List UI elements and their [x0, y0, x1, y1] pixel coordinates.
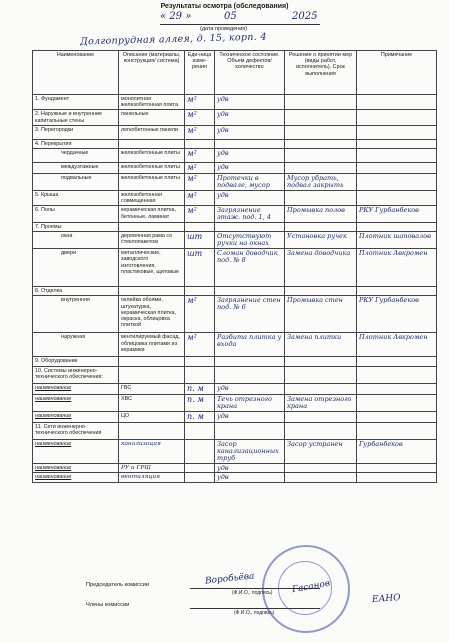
- cell-desc: металлические, заводского изготовления, пластиковые, щитовые: [119, 249, 185, 287]
- cell-note: [357, 366, 437, 383]
- cell-unit: [185, 287, 215, 296]
- cell-desc: керамическая плитка, бетонные, ламинат: [119, 206, 185, 223]
- table-row: [33, 163, 437, 174]
- col-header-note: Примечание: [357, 51, 437, 95]
- chair-label: Председатель комиссии: [86, 582, 150, 588]
- cell-state: удв: [215, 149, 285, 163]
- cell-unit: м²: [185, 206, 215, 223]
- cell-unit: м²: [185, 174, 215, 191]
- chair-caption: (Ф.И.О., подпись): [232, 590, 273, 596]
- cell-state: Течь отрезного крана: [215, 395, 285, 412]
- cell-desc: [119, 357, 185, 366]
- cell-desc: оклейка обоями, штукатурка, керамическая плитка, окраска, облицовка плиткой: [119, 296, 185, 333]
- table-row: [33, 423, 437, 440]
- cell-decision: [285, 357, 357, 366]
- cell-decision: [285, 463, 357, 473]
- cell-name: 5. Крыша: [33, 191, 119, 206]
- cell-note: [357, 411, 437, 422]
- cell-note: [357, 473, 437, 483]
- cell-note: [357, 139, 437, 148]
- cell-decision: [285, 110, 357, 125]
- cell-decision: Промывка стен: [285, 296, 357, 333]
- cell-decision: [285, 287, 357, 296]
- cell-decision: [285, 139, 357, 148]
- inspection-date-row: [150, 13, 320, 25]
- cell-note: Плотник Авкромен: [357, 249, 437, 287]
- cell-state: Протечки в подвале, мусор: [215, 174, 285, 191]
- cell-name: наименование: [33, 411, 119, 422]
- cell-unit: м²: [185, 163, 215, 174]
- cell-desc: железобетонная совмещенная: [119, 191, 185, 206]
- cell-unit: м²: [185, 95, 215, 110]
- cell-unit: [185, 366, 215, 383]
- cell-note: [357, 223, 437, 232]
- cell-decision: Замена плитки: [285, 333, 357, 357]
- table-row: [33, 191, 437, 206]
- cell-note: РКУ Гурбанбеков: [357, 296, 437, 333]
- cell-note: Плотник шаповалов: [357, 232, 437, 249]
- cell-name: 4. Перекрытия: [33, 139, 119, 148]
- cell-unit: п. м: [185, 411, 215, 422]
- cell-unit: [185, 357, 215, 366]
- cell-unit: п. м: [185, 395, 215, 412]
- cell-decision: [285, 223, 357, 232]
- cell-name: 6. Полы: [33, 206, 119, 223]
- cell-name: 3. Перегородки: [33, 125, 119, 139]
- cell-state: Засор канализационных труб: [215, 440, 285, 463]
- cell-decision: Замена отрезного крана: [285, 395, 357, 412]
- cell-desc: [119, 287, 185, 296]
- cell-name: наименование: [33, 383, 119, 394]
- cell-note: [357, 95, 437, 110]
- table-row: [33, 249, 437, 287]
- cell-state: [215, 423, 285, 440]
- cell-note: [357, 125, 437, 139]
- cell-desc: железобетонные плиты: [119, 174, 185, 191]
- cell-unit: [185, 423, 215, 440]
- cell-name: наименование: [33, 440, 119, 463]
- cell-decision: [285, 125, 357, 139]
- cell-decision: Засор устранен: [285, 440, 357, 463]
- building-address: Долгопрудная аллея, д. 15, корп. 4: [79, 31, 267, 48]
- cell-name: подвальные: [33, 174, 119, 191]
- cell-decision: [285, 163, 357, 174]
- cell-name: 7. Проемы: [33, 223, 119, 232]
- cell-name: наименование: [33, 473, 119, 483]
- cell-state: [215, 366, 285, 383]
- cell-desc: канализация: [119, 440, 185, 463]
- cell-note: Гурбанбеков: [357, 440, 437, 463]
- cell-unit: м²: [185, 149, 215, 163]
- table-row: [33, 296, 437, 333]
- cell-name: 9. Оборудование: [33, 357, 119, 366]
- cell-unit: [185, 463, 215, 473]
- cell-name: 8. Отделка: [33, 287, 119, 296]
- cell-state: удв: [215, 95, 285, 110]
- cell-state: [215, 223, 285, 232]
- table-row: [33, 473, 437, 483]
- table-row: [33, 149, 437, 163]
- cell-unit: шт: [185, 249, 215, 287]
- cell-state: удв: [215, 191, 285, 206]
- cell-decision: [285, 95, 357, 110]
- cell-note: [357, 191, 437, 206]
- cell-state: удв: [215, 110, 285, 125]
- col-header-name: Наименование: [33, 51, 119, 95]
- cell-state: Разбита плитка у входа: [215, 333, 285, 357]
- cell-note: [357, 149, 437, 163]
- cell-decision: Установка ручек: [285, 232, 357, 249]
- table-row: [33, 287, 437, 296]
- table-row: [33, 411, 437, 422]
- member1-signature: Гасанов: [291, 578, 331, 596]
- cell-decision: [285, 411, 357, 422]
- cell-state: Загрязнение стен под. № 6: [215, 296, 285, 333]
- cell-note: [357, 423, 437, 440]
- cell-note: Плотник Авкромен: [357, 333, 437, 357]
- cell-state: удв: [215, 411, 285, 422]
- cell-state: [215, 357, 285, 366]
- cell-desc: панельные: [119, 110, 185, 125]
- table-row: [33, 139, 437, 148]
- cell-state: [215, 139, 285, 148]
- cell-desc: монолитная железобетонная плита: [119, 95, 185, 110]
- cell-note: [357, 357, 437, 366]
- cell-desc: ГВС: [119, 383, 185, 394]
- date-day: « 29 »: [160, 11, 192, 22]
- cell-decision: [285, 383, 357, 394]
- cell-name: наименование: [33, 463, 119, 473]
- cell-state: удв: [215, 473, 285, 483]
- cell-note: [357, 287, 437, 296]
- col-header-decision: Решение о принятии мер (виды работ, исполнитель). Срок выполнения: [285, 51, 357, 95]
- col-header-description: Описание (материалы, конструкция/ система): [119, 51, 185, 95]
- cell-note: РКУ Гурбанбеков: [357, 206, 437, 223]
- cell-desc: ХВС: [119, 395, 185, 412]
- table-row: [33, 95, 437, 110]
- cell-name: 11. Сети инженерно-технического обеспечения: [33, 423, 119, 440]
- cell-unit: м²: [185, 296, 215, 333]
- cell-note: [357, 110, 437, 125]
- cell-name: чердачные: [33, 149, 119, 163]
- cell-decision: [285, 191, 357, 206]
- table-row: [33, 232, 437, 249]
- cell-name: 10. Системы инженерно-технического обеспечения:: [33, 366, 119, 383]
- cell-unit: м²: [185, 333, 215, 357]
- cell-unit: [185, 139, 215, 148]
- cell-unit: м²: [185, 110, 215, 125]
- member2-signature: ЕАНО: [371, 593, 401, 605]
- cell-note: [357, 463, 437, 473]
- cell-decision: Промывка полов: [285, 206, 357, 223]
- col-header-unit: Еди-ница изме-рения: [185, 51, 215, 95]
- table-row: [33, 125, 437, 139]
- cell-desc: железобетонные плиты: [119, 149, 185, 163]
- cell-decision: [285, 149, 357, 163]
- table-row: [33, 174, 437, 191]
- cell-unit: [185, 223, 215, 232]
- table-row: [33, 206, 437, 223]
- cell-state: удв: [215, 463, 285, 473]
- cell-state: [215, 287, 285, 296]
- table-row: [33, 223, 437, 232]
- cell-note: [357, 395, 437, 412]
- cell-name: окна: [33, 232, 119, 249]
- date-month: 05: [224, 11, 237, 22]
- cell-desc: деревянная рама со стеклопакетом: [119, 232, 185, 249]
- cell-state: Отсутствуют ручки на окнах: [215, 232, 285, 249]
- cell-decision: [285, 423, 357, 440]
- cell-desc: [119, 139, 185, 148]
- cell-note: [357, 383, 437, 394]
- cell-name: двери: [33, 249, 119, 287]
- table-row: [33, 383, 437, 394]
- cell-state: удв: [215, 125, 285, 139]
- table-row: [33, 357, 437, 366]
- cell-desc: легкобетонные панели: [119, 125, 185, 139]
- cell-decision: [285, 366, 357, 383]
- cell-state: Сломан доводчик под. № 8: [215, 249, 285, 287]
- cell-unit: шт: [185, 232, 215, 249]
- date-year: 2025: [292, 11, 318, 22]
- cell-decision: [285, 473, 357, 483]
- cell-name: 1. Фундамент: [33, 95, 119, 110]
- table-row: [33, 333, 437, 357]
- cell-name: внутренняя: [33, 296, 119, 333]
- cell-desc: [119, 366, 185, 383]
- cell-note: [357, 163, 437, 174]
- cell-unit: [185, 473, 215, 483]
- cell-name: междуэтажные: [33, 163, 119, 174]
- cell-desc: [119, 423, 185, 440]
- inspection-table: [32, 50, 437, 483]
- table-row: [33, 366, 437, 383]
- cell-decision: Мусор убрать, подвал закрыть: [285, 174, 357, 191]
- cell-note: [357, 174, 437, 191]
- date-caption: (дата проведения): [200, 26, 248, 32]
- cell-desc: РУ и ГРЩ: [119, 463, 185, 473]
- col-header-state: Техническое состояние. Объем дефектов/ количество: [215, 51, 285, 95]
- cell-desc: железобетонные плиты: [119, 163, 185, 174]
- cell-state: удв: [215, 163, 285, 174]
- date-underline: [160, 24, 320, 25]
- cell-unit: м²: [185, 125, 215, 139]
- cell-desc: ЦО: [119, 411, 185, 422]
- report-title: Результаты осмотра (обследования): [160, 3, 289, 10]
- cell-name: 2. Наружные и внутренние капитальные стены: [33, 110, 119, 125]
- table-header-row: [33, 51, 437, 95]
- cell-unit: п. м: [185, 383, 215, 394]
- members-caption: (Ф.И.О., подпись): [234, 610, 275, 616]
- chair-signature: Воробьёва: [204, 571, 255, 587]
- cell-unit: [185, 440, 215, 463]
- cell-desc: вентилируемый фасад, облицовка плитами из керамики: [119, 333, 185, 357]
- cell-name: наружная: [33, 333, 119, 357]
- table-row: [33, 110, 437, 125]
- table-row: [33, 463, 437, 473]
- cell-desc: [119, 223, 185, 232]
- members-label: Члены комиссии: [86, 602, 130, 608]
- table-row: [33, 440, 437, 463]
- cell-desc: вентиляция: [119, 473, 185, 483]
- table-row: [33, 395, 437, 412]
- cell-decision: Замена доводчика: [285, 249, 357, 287]
- organization-stamp: [262, 545, 350, 633]
- cell-unit: м²: [185, 191, 215, 206]
- cell-name: наименование: [33, 395, 119, 412]
- cell-state: удв: [215, 383, 285, 394]
- cell-state: Загрязнение этаж. под. 1, 4: [215, 206, 285, 223]
